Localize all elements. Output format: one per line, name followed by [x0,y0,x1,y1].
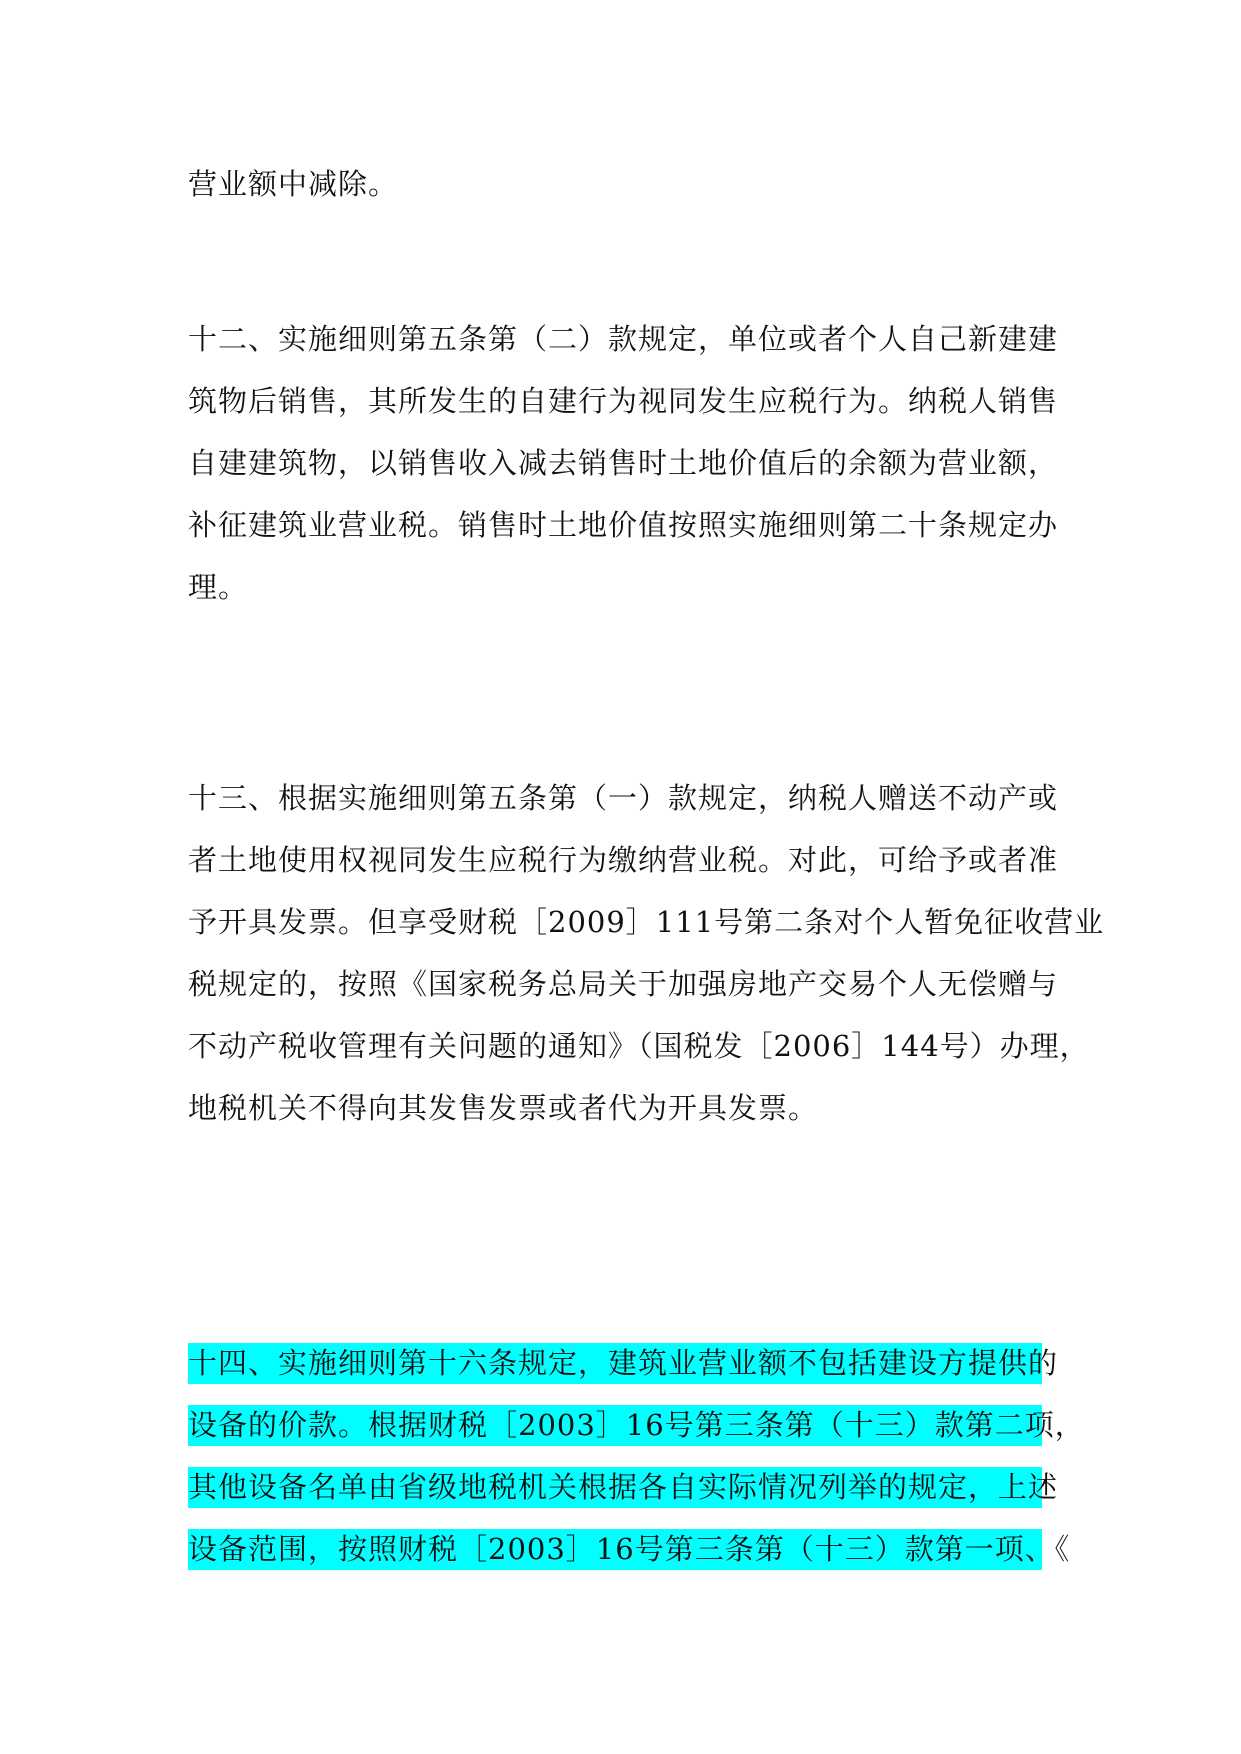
paragraph-line: 地税机关不得向其发售发票或者代为开具发票。 [188,1091,819,1125]
paragraph-line: 自建建筑物，以销售收入减去销售时土地价值后的余额为营业额， [188,446,1059,480]
paragraph-line: 者土地使用权视同发生应税行为缴纳营业税。对此，可给予或者准 [188,843,1059,877]
paragraph-line: 十二、实施细则第五条第（二）款规定，单位或者个人自己新建建 [188,322,1059,356]
highlighted-line: 其他设备名单由省级地税机关根据各自实际情况列举的规定，上述 [188,1467,1042,1508]
paragraph-line: 不动产税收管理有关问题的通知》（国税发［2006］144号）办理， [188,1029,1090,1063]
paragraph-line: 予开具发票。但享受财税［2009］111号第二条对个人暂免征收营业 [188,905,1105,939]
paragraph-line: 补征建筑业营业税。销售时土地价值按照实施细则第二十条规定办 [188,508,1059,542]
highlighted-line: 十四、实施细则第十六条规定，建筑业营业额不包括建设方提供的 [188,1343,1042,1384]
paragraph-line: 十三、根据实施细则第五条第（一）款规定，纳税人赠送不动产或 [188,781,1059,815]
paragraph-line: 筑物后销售，其所发生的自建行为视同发生应税行为。纳税人销售 [188,384,1059,418]
paragraph-line: 税规定的，按照《国家税务总局关于加强房地产交易个人无偿赠与 [188,967,1059,1001]
intro-tail-line: 营业额中减除。 [188,167,399,201]
paragraph-line: 理。 [188,570,249,604]
highlighted-line: 设备的价款。根据财税［2003］16号第三条第（十三）款第二项， [188,1405,1042,1446]
highlighted-line: 设备范围，按照财税［2003］16号第三条第（十三）款第一项、《 [188,1529,1042,1570]
